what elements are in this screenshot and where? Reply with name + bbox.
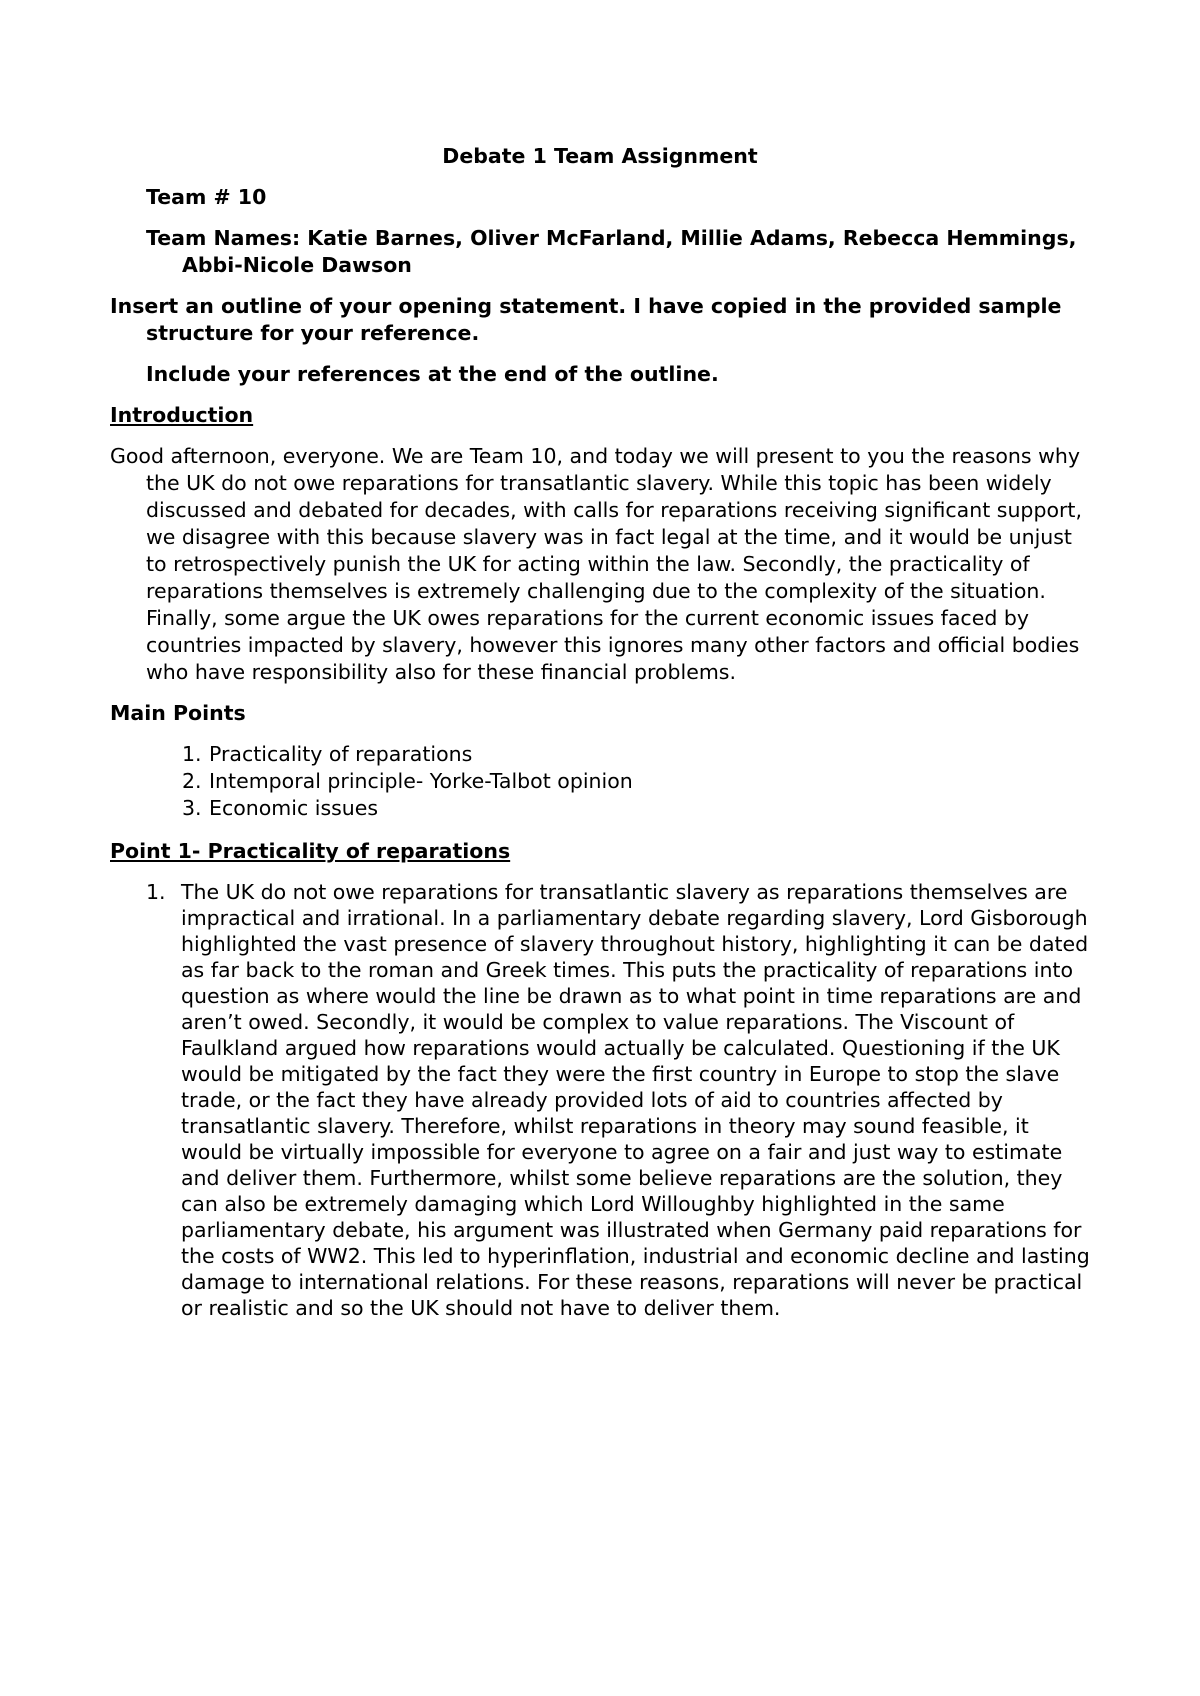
document-title: Debate 1 Team Assignment [442, 144, 758, 168]
introduction-text: Good afternoon, everyone. We are Team 10, and today we will present to you the reasons why the UK do not owe reparations for transatlantic slavery. While this topic has been widely discussed and debated for decades, with calls for reparations receiving significant support, we disagree with this because slavery was in fact legal at the time, and it would be unjust to retrospectively punish the UK for acting within the law. Secondly, the practicality of reparations themselves is extremely challenging due to the complexity of the situation. Finally, some argue the UK owes reparations for the current economic issues faced by countries impacted by slavery, however this ignores many other factors and official bodies who have responsibility also for these financial problems. [110, 444, 1082, 684]
list-item [182, 741, 1090, 768]
introduction-heading: Introduction [110, 403, 254, 427]
main-points-heading: Main Points [110, 701, 246, 725]
list-item-number: 1. [182, 742, 202, 766]
list-item-text: Economic issues [209, 796, 379, 820]
list-item [182, 795, 1090, 822]
references-note: Include your references at the end of the outline. [146, 362, 719, 386]
list-item-number: 1. [146, 880, 166, 904]
point1-heading: Point 1- Practicality of reparations [110, 839, 511, 863]
outline-instruction: Insert an outline of your opening statement. I have copied in the provided sample structure for your reference. [110, 294, 1062, 345]
list-item-number: 3. [182, 796, 202, 820]
main-points-list [110, 741, 1090, 822]
point1-list [110, 879, 1090, 1321]
team-names: Team Names: Katie Barnes, Oliver McFarland, Millie Adams, Rebecca Hemmings, Abbi-Nicole Dawson [146, 226, 1077, 277]
list-item-text: Practicality of reparations [209, 742, 473, 766]
list-item [182, 768, 1090, 795]
list-item-number: 2. [182, 769, 202, 793]
list-item-text: Intemporal principle- Yorke-Talbot opinion [209, 769, 633, 793]
team-number: Team # 10 [146, 185, 267, 209]
list-item [146, 879, 1090, 1321]
list-item-text: The UK do not owe reparations for transatlantic slavery as reparations themselves are impractical and irrational. In a parliamentary debate regarding slavery, Lord Gisborough highlighted the vast presence of slavery throughout history, highlighting it can be dated as far back to the roman and Greek times. This puts the practicality of reparations into question as where would the line be drawn as to what point in time reparations are and aren’t owed. Secondly, it would be complex to value reparations. The Viscount of Faulkland argued how reparations would actually be calculated. Questioning if the UK would be mitigated by the fact they were the first country in Europe to stop the slave trade, or the fact they have already provided lots of aid to countries affected by transatlantic slavery. Therefore, whilst reparations in theory may sound feasible, it would be virtually impossible for everyone to agree on a fair and just way to estimate and deliver them. Furthermore, whilst some believe reparations are the solution, they can also be extremely damaging which Lord Willoughby highlighted in the same parliamentary debate, his argument was illustrated when Germany paid reparations for the costs of WW2. This led to hyperinflation, industrial and economic decline and lasting damage to international relations. For these reasons, reparations will never be practical or realistic and so the UK should not have to deliver them. [181, 880, 1090, 1320]
